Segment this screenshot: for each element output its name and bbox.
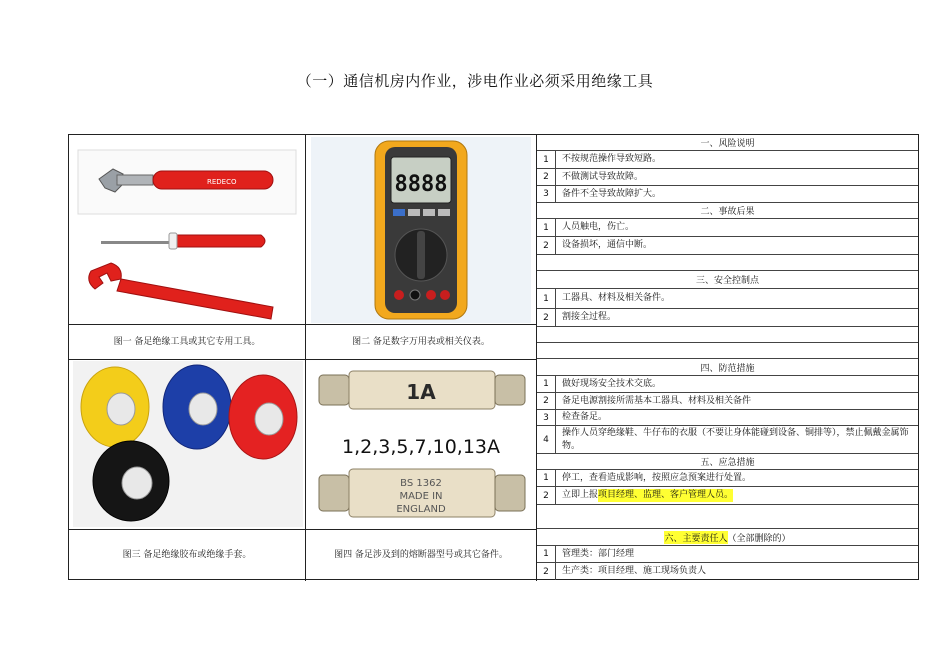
list-item: 4 操作人员穿绝缘鞋、牛仔布的衣服（不要让身体能碰到设备、铜排等），禁止佩戴金属饰物。 [537,426,918,454]
list-item: 1 管理类：部门经理 [537,546,918,563]
list-item: 2 立即上报 项目经理、监理、客户管理人员。 [537,487,918,505]
divider [305,135,306,581]
divider [69,529,536,530]
list-item: 2 不做测试导致故障。 [537,169,918,186]
empty-row [537,505,918,529]
section-header-emergency: 五、应急措施 [537,454,918,470]
fuse-country-text: ENGLAND [396,504,446,515]
figure-1-caption: 图一 备足绝缘工具或其它专用工具。 [113,337,261,347]
list-item: 1 不按规范操作导致短路。 [537,151,918,169]
report-text: 立即上报 [562,490,599,500]
list-item: 3 检查备足。 [537,410,918,426]
risk-details-panel [537,135,920,581]
section-header-prevention: 四、防范措施 [537,359,918,376]
empty-row [537,255,918,271]
list-item: 2 备足电源割接所需基本工器具、材料及相关备件 [537,393,918,410]
list-item: 2 生产类：项目经理、施工现场负责人 [537,563,918,580]
insulated-tools-image [77,149,297,325]
fuse-standard-text: BS 1362 [400,478,442,489]
list-item: 1 做好现场安全技术交底。 [537,376,918,393]
responsible-header-highlight: 六、主要责任人 [664,531,727,544]
list-item: 1 人员触电，伤亡。 [537,219,918,237]
figure-3-caption: 图三 备足绝缘胶布或绝缘手套。 [122,550,252,560]
tool-brand-text: REDECO [207,178,237,186]
section-header-consequence: 二、事故后果 [537,203,918,219]
section-header-responsible [537,529,918,546]
list-item: 2 割接全过程。 [537,309,918,327]
list-item: 1 工器具、材料及相关备件。 [537,289,918,309]
meter-display-text: 8888 [394,172,448,197]
page-title: （一）通信机房内作业，涉电作业必须采用绝缘工具 [296,72,654,90]
figure-2-caption: 图二 备足数字万用表或相关仪表。 [352,337,490,347]
multimeter-image [311,137,531,323]
figure-4-caption: 图四 备足涉及到的熔断器型号或其它备件。 [334,550,508,560]
highlighted-report-targets: 项目经理、监理、客户管理人员。 [598,490,734,500]
section-header-risk: 一、风险说明 [537,135,918,151]
fuse-ratings-text: 1,2,3,5,7,10,13A [341,436,501,458]
responsible-header-note: （全部删除的） [727,533,791,544]
list-item: 3 备件不全导致故障扩大。 [537,186,918,203]
fuse-made-in-text: MADE IN [399,491,443,502]
list-item: 2 设备损坏，通信中断。 [537,237,918,255]
fuse-rating-top: 1A [406,380,436,404]
empty-row [537,327,918,343]
section-header-control: 三、安全控制点 [537,271,918,289]
fuses-image [311,361,533,527]
risk-table [68,134,919,580]
insulation-tape-image [73,361,303,527]
empty-row [537,343,918,359]
list-item: 1 停工，查看造成影响，按照应急预案进行处置。 [537,470,918,487]
divider [69,359,536,360]
